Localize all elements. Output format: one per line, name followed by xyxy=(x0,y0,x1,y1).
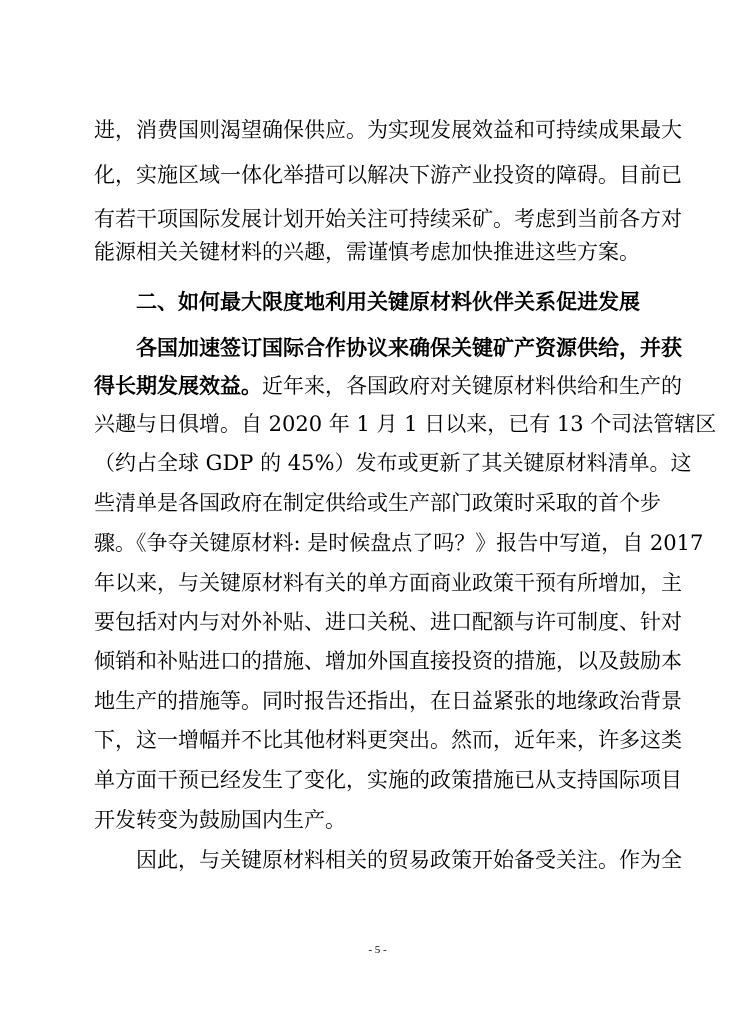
paragraph-2-line: 开发转变为鼓励国内生产。 xyxy=(94,808,346,832)
paragraph-2-line xyxy=(94,371,682,401)
paragraph-2-line: 兴趣与日俱增。自 2020 年 1 月 1 日以来，已有 13 个司法管辖区 xyxy=(94,412,717,436)
paragraph-2-line: 倾销和补贴进口的措施、增加外国直接投资的措施，以及鼓励本 xyxy=(94,649,682,673)
paragraph-1-line: 化，实施区域一体化举措可以解决下游产业投资的障碍。目前已 xyxy=(94,163,682,187)
paragraph-2-lead-bold: 各国加速签订国际合作协议来确保关键矿产资源供给，并获 xyxy=(136,335,682,360)
paragraph-2-line: 下，这一增幅并不比其他材料更突出。然而，近年来，许多这类 xyxy=(94,728,682,752)
page-number: - 5 - xyxy=(368,944,387,956)
paragraph-1-line: 能源相关关键材料的兴趣，需谨慎考虑加快推进这些方案。 xyxy=(94,240,640,264)
paragraph-2-lead-bold-end: 得长期发展效益。 xyxy=(94,373,262,398)
paragraph-2-line: 些清单是各国政府在制定供给或生产部门政策时采取的首个步 xyxy=(94,491,661,515)
paragraph-1-line: 进，消费国则渴望确保供应。为实现发展效益和可持续成果最大 xyxy=(94,118,682,142)
section-heading: 二、如何最大限度地利用关键原材料伙伴关系促进发展 xyxy=(136,290,640,314)
paragraph-2-line: 骤。《争夺关键原材料: 是时候盘点了吗？》报告中写道，自 2017 xyxy=(94,531,704,555)
paragraph-2-lead-line xyxy=(136,333,682,363)
paragraph-3-line: 因此，与关键原材料相关的贸易政策开始备受关注。作为全 xyxy=(136,848,682,872)
paragraph-2-line: 地生产的措施等。同时报告还指出，在日益紧张的地缘政治背景 xyxy=(94,689,682,713)
paragraph-2-line: 年以来，与关键原材料有关的单方面商业政策干预有所增加，主 xyxy=(94,571,682,595)
paragraph-2-line: 要包括对内与对外补贴、进口关税、进口配额与许可制度、针对 xyxy=(94,610,682,634)
paragraph-2-line: （约占全球 GDP 的 45%）发布或更新了其关键原材料清单。这 xyxy=(94,451,692,475)
paragraph-2-line-rest: 近年来，各国政府对关键原材料供给和生产的 xyxy=(262,374,682,398)
paragraph-1-line: 有若干项国际发展计划开始关注可持续采矿。考虑到当前各方对 xyxy=(94,207,682,231)
paragraph-2-line: 单方面干预已经发生了变化，实施的政策措施已从支持国际项目 xyxy=(94,768,682,792)
